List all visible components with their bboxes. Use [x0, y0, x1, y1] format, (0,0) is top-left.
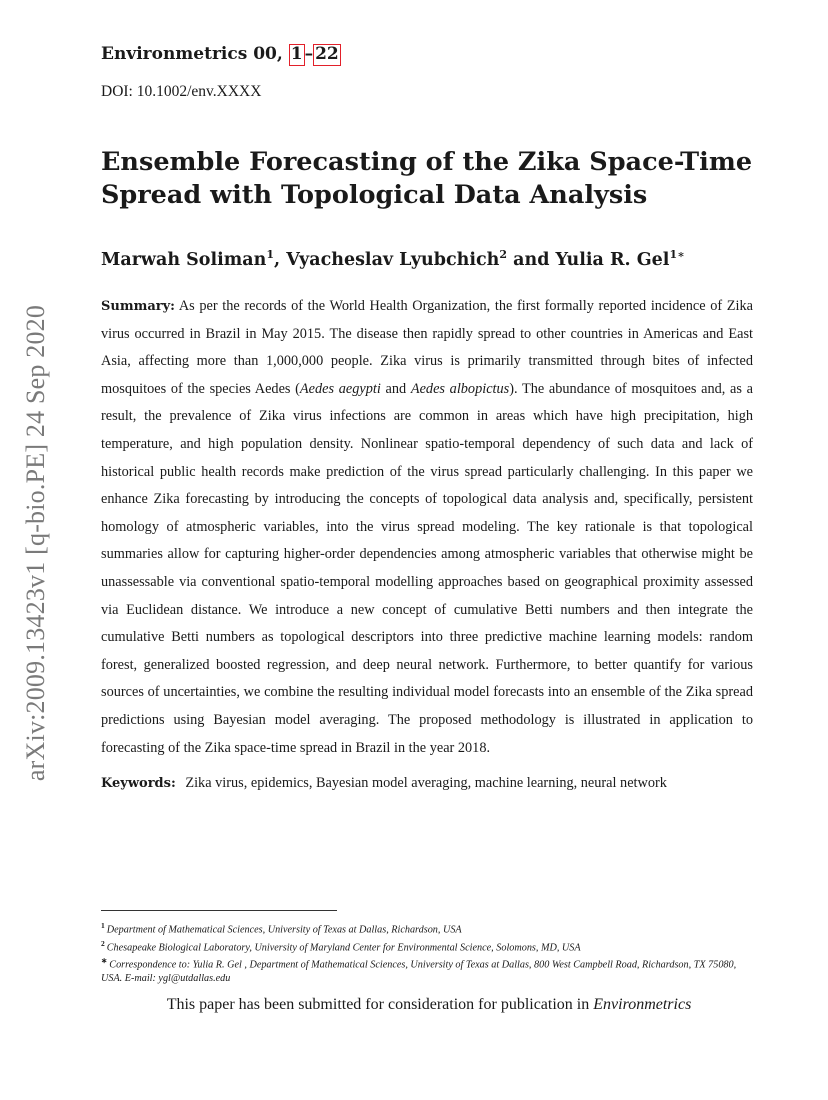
arxiv-id-text: arXiv:2009.13423v1 [q-bio.PE] 24 Sep 2020 [21, 304, 50, 781]
author-name: Marwah Soliman [101, 249, 267, 270]
abstract [101, 293, 753, 762]
footnote-mark: ∗ [101, 956, 108, 966]
keywords-text: Zika virus, epidemics, Bayesian model averaging, machine learning, neural network [185, 775, 667, 791]
journal-header [101, 44, 341, 66]
arxiv-sidebar-identifier [22, 285, 50, 800]
keywords-label: Keywords: [101, 776, 176, 791]
author-affiliation-mark: 1∗ [669, 248, 685, 261]
submission-note [0, 996, 828, 1014]
footnote-divider [101, 910, 337, 911]
journal-name: Environmetrics 00, [101, 44, 283, 64]
abstract-species-name: Aedes aegypti [299, 380, 381, 397]
abstract-text: and [380, 380, 411, 397]
footnote-text: Correspondence to: Yulia R. Gel , Department of Mathematical Sciences, University of Texas at Dallas, 800 West Campbell Road, Richardson, TX 75080, USA. E-mail: ygl@utdallas.edu [101, 959, 737, 984]
author-list [101, 248, 685, 270]
author-separator: , [274, 249, 287, 270]
page-end-link[interactable]: 22 [315, 44, 339, 64]
page-start-link[interactable]: 1 [290, 44, 303, 64]
author-affiliation-mark: 1 [266, 248, 274, 261]
footnote-mark: 2 [101, 938, 105, 948]
author-name: Vyacheslav Lyubchich [286, 249, 500, 270]
footnote [101, 937, 756, 955]
keywords [101, 775, 667, 792]
footnote [101, 919, 756, 937]
page-range-separator: – [304, 44, 314, 64]
footnotes [101, 919, 756, 985]
abstract-text: As per the records of the World Health Organization, the first formally reported incidence of Zika virus occurred in Brazil in May 2015. The disease then rapidly spread to other countries in Americas and East Asia, affecting more than 1,000,000 people. Zika virus is primarily transmitted through bites of infected mosquitoes of the species Aedes ( [101, 298, 753, 397]
doi: DOI: 10.1002/env.XXXX [101, 83, 262, 100]
paper-title: Ensemble Forecasting of the Zika Space-Time Spread with Topological Data Analysis [101, 147, 753, 210]
submission-text: This paper has been submitted for consideration for publication in [166, 996, 594, 1013]
footnote-mark: 1 [101, 921, 105, 930]
footnote [101, 954, 756, 985]
abstract-text: ). The abundance of mosquitoes and, as a result, the prevalence of Zika virus infections are common in areas which have high precipitation, high temperature, and high population density. Nonlinear spatio-temporal dependency of such data and lack of historical public health records make prediction of the virus spread particularly challenging. In this paper we enhance Zika forecasting by introducing the concepts of topological data analysis and, specifically, persistent homology of atmospheric variables, into the virus spread modeling. The key rationale is that topological summaries allow for capturing higher-order dependencies among atmospheric variables that otherwise might be unassessable via conventional spatio-temporal modelling approaches based on geographical proximity assessed via Euclidean distance. We introduce a new concept of cumulative Betti numbers and then integrate the cumulative Betti numbers as topological descriptors into three predictive machine learning models: random forest, generalized boosted regression, and deep neural network. Furthermore, to better quantify for various sources of uncertainties, we combine the resulting individual model forecasts into an ensemble of the Zika spread predictions using Bayesian model averaging. The proposed methodology is illustrated in application to forecasting of the Zika space-time spread in Brazil in the year 2018. [101, 380, 753, 756]
author-name: Yulia R. Gel [555, 249, 670, 270]
author-affiliation-mark: 2 [499, 248, 508, 261]
abstract-label: Summary: [101, 299, 175, 314]
footnote-text: Chesapeake Biological Laboratory, University of Maryland Center for Environmental Science, Solomons, MD, USA [106, 941, 581, 953]
submission-journal: Environmetrics [593, 996, 692, 1013]
footnote-text: Department of Mathematical Sciences, University of Texas at Dallas, Richardson, USA [106, 924, 462, 936]
abstract-species-name: Aedes albopictus [410, 380, 510, 397]
author-separator: and [507, 249, 556, 270]
